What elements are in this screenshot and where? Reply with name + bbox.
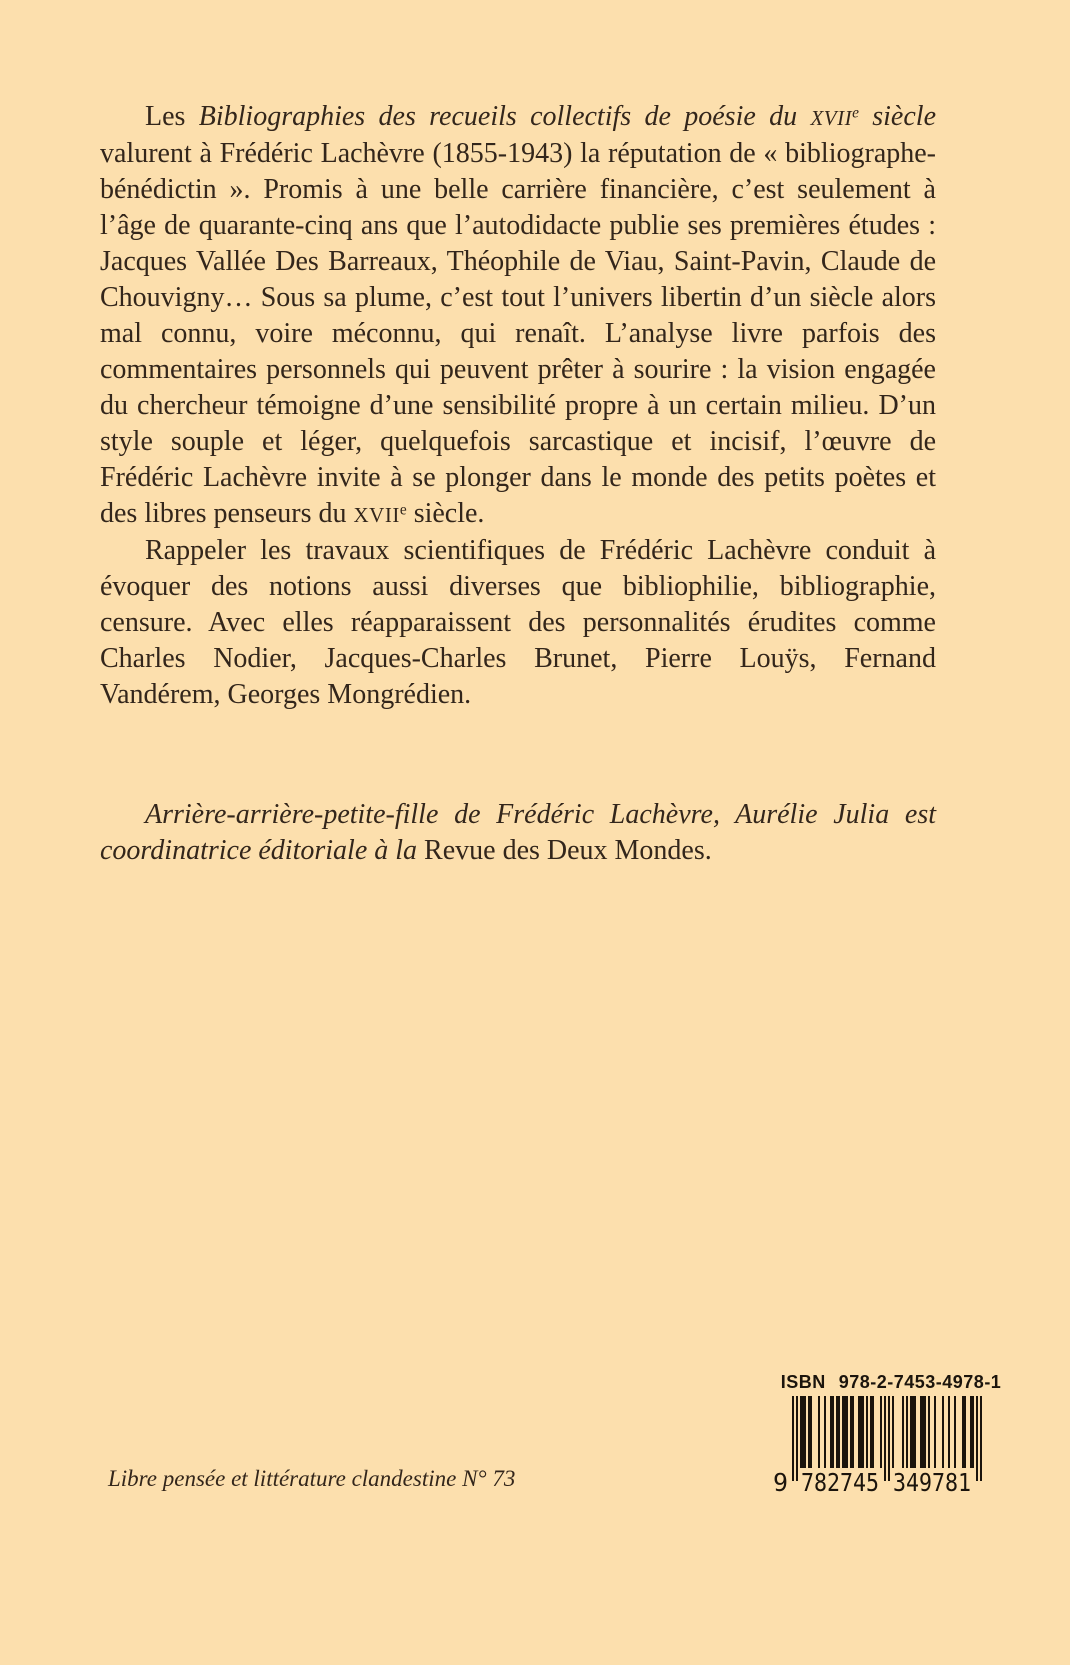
author-note-roman: Revue des Deux Mondes. bbox=[424, 835, 712, 866]
svg-text:782745: 782745 bbox=[801, 1468, 879, 1493]
blurb-text bbox=[100, 99, 936, 713]
p1-century-smallcaps: XVII bbox=[810, 106, 853, 130]
author-note-italic: Arrière-arrière-petite-fille de Frédéric Lachèvre, Aurélie Julia est coordinatrice éditoriale à la bbox=[100, 799, 936, 866]
p1-book-title: Bibliographies des recueils collectifs de poésie du bbox=[198, 101, 811, 132]
author-note-text bbox=[100, 797, 936, 869]
p1-book-title-end: siècle bbox=[858, 101, 936, 132]
svg-text:349781: 349781 bbox=[893, 1468, 971, 1493]
ean13-barcode bbox=[768, 1396, 992, 1493]
p1-body: valurent à Frédéric Lachèvre (1855-1943) la réputation de « bibliographe-bénédictin ». Promis à une belle carrière financière, c’est seulement à l’âge de quarante-cinq ans que l’autodidacte publie ses premières études : Jacques Vallée Des Barreaux, Théophile de Viau, Saint-Pavin, Claude de Chouvigny… Sous sa plume, c’est tout l’univers libertin d’un siècle alors mal connu, voire méconnu, qui renaît. L’analyse livre parfois des commentaires personnels qui peuvent prêter à sourire : la vision engagée du chercheur témoigne d’une sensibilité propre à un certain milieu. D’un style souple et léger, quelquefois sarcastique et incisif, l’œuvre de Frédéric Lachèvre invite à se plonger dans le monde des petits poètes et des libres penseurs du bbox=[100, 138, 936, 529]
p1-tail: siècle. bbox=[406, 498, 485, 529]
paragraph-bio bbox=[100, 99, 936, 533]
isbn-block bbox=[768, 1372, 1002, 1493]
svg-text:9: 9 bbox=[773, 1468, 789, 1493]
isbn-number: 978-2-7453-4978-1 bbox=[838, 1372, 1002, 1392]
series-label: Libre pensée et littérature clandestine N° 73 bbox=[108, 1466, 516, 1491]
paragraph-works: Rappeler les travaux scientifiques de Frédéric Lachèvre conduit à évoquer des notions aussi diverses que bibliophilie, bibliographie, censure. Avec elles réapparaissent des personnalités érudites comme Charles Nodier, Jacques-Charles Brunet, Pierre Louÿs, Fernand Vandérem, Georges Mongrédien. bbox=[100, 535, 936, 710]
p1-lead: Les bbox=[145, 101, 199, 132]
p1-century2-superscript: e bbox=[399, 501, 407, 519]
p1-century2-smallcaps: XVII bbox=[353, 503, 400, 527]
isbn-line bbox=[780, 1372, 1002, 1393]
author-note bbox=[100, 797, 936, 869]
p1-century-superscript: e bbox=[852, 104, 859, 122]
isbn-label: ISBN bbox=[780, 1372, 826, 1392]
